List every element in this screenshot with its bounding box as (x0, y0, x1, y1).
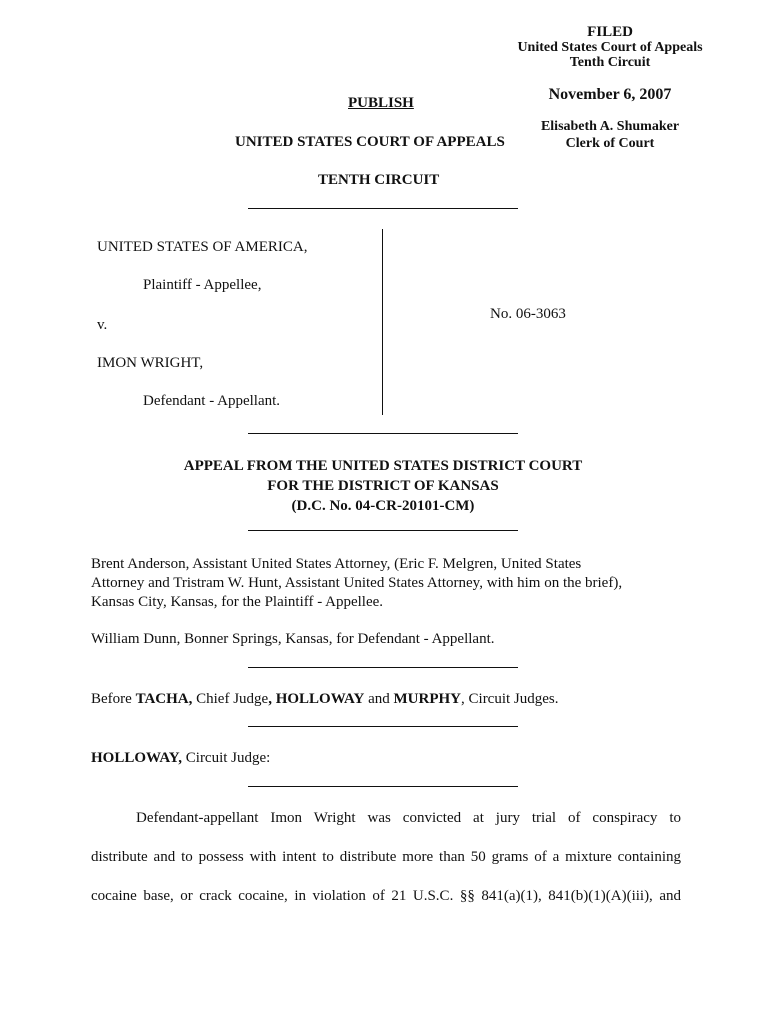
conjunction: and (364, 691, 394, 707)
filed-stamp (490, 25, 730, 70)
counsel-appellee (91, 555, 622, 612)
author-line (91, 750, 270, 767)
divider (248, 726, 518, 727)
court-name: UNITED STATES COURT OF APPEALS (235, 134, 505, 150)
counsel-line: Attorney and Tristram W. Hunt, Assistant United States Attorney, with him on the brief), (91, 575, 623, 591)
author-name: HOLLOWAY, (91, 750, 183, 766)
divider (248, 667, 518, 668)
appeal-line: APPEAL FROM THE UNITED STATES DISTRICT COURT (183, 458, 583, 474)
counsel-line: Kansas City, Kansas, for the Plaintiff - Appellee. (91, 594, 384, 610)
before-label: Before (91, 691, 136, 707)
judge-tacha: TACHA, (135, 691, 193, 707)
appeal-line: FOR THE DISTRICT OF KANSAS (267, 478, 499, 494)
panel-line (91, 691, 559, 708)
defendant-name: IMON WRIGHT, (97, 355, 204, 371)
circuit-name: TENTH CIRCUIT (318, 172, 440, 188)
divider (248, 208, 518, 209)
judge-murphy: MURPHY (393, 691, 462, 707)
clerk-name: Elisabeth A. Shumaker (540, 119, 680, 134)
opinion-line: distribute and to possess with intent to distribute more than 50 grams of a mixture containing (91, 849, 681, 865)
counsel-appellant: William Dunn, Bonner Springs, Kansas, for Defendant - Appellant. (91, 631, 495, 647)
plaintiff-name: UNITED STATES OF AMERICA, (97, 239, 308, 255)
appeal-block (100, 456, 666, 516)
clerk-title: Clerk of Court (565, 136, 655, 151)
versus: v. (97, 317, 108, 333)
divider (248, 530, 518, 531)
judge-holloway: , HOLLOWAY (268, 691, 365, 707)
counsel-line: Brent Anderson, Assistant United States Attorney, (Eric F. Melgren, United States (91, 556, 582, 572)
defendant-role: Defendant - Appellant. (143, 393, 281, 409)
opinion-line: Defendant-appellant Imon Wright was convicted at jury trial of conspiracy to (136, 810, 681, 826)
filed-court: United States Court of Appeals (517, 40, 703, 55)
author-title: Circuit Judge: (182, 750, 271, 766)
plaintiff-role: Plaintiff - Appellee, (143, 277, 262, 293)
filed-clerk (520, 118, 700, 152)
caption-divider (382, 229, 383, 415)
filed-date: November 6, 2007 (548, 86, 672, 103)
case-number: No. 06-3063 (490, 306, 566, 322)
divider (248, 433, 518, 434)
publish-label: PUBLISH (348, 95, 414, 111)
judge-title: , Circuit Judges. (461, 691, 559, 707)
filed-circuit: Tenth Circuit (569, 55, 651, 70)
filed-label: FILED (587, 24, 633, 40)
divider (248, 786, 518, 787)
opinion-line: cocaine base, or crack cocaine, in violation of 21 U.S.C. §§ 841(a)(1), 841(b)(1)(A)(iii), and (91, 888, 681, 904)
judge-title: Chief Judge (192, 691, 269, 707)
appeal-line: (D.C. No. 04-CR-20101-CM) (291, 498, 475, 514)
